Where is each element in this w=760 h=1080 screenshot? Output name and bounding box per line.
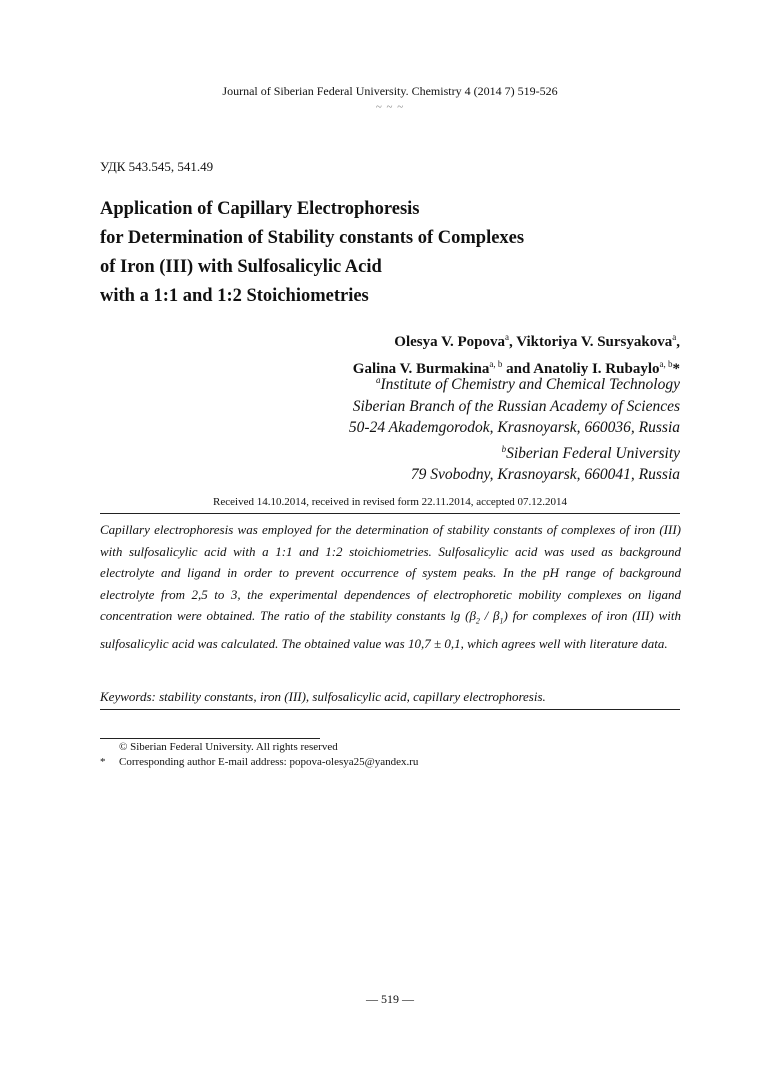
author-name: Galina V. Burmakina <box>352 361 490 377</box>
footnote-rule <box>100 738 320 739</box>
subscript: 2 <box>475 616 480 626</box>
subscript: 1 <box>499 616 504 626</box>
corresponding-star: * <box>672 361 680 377</box>
author-name: and Anatoliy I. Rubaylo <box>506 361 660 377</box>
abstract-text: ) for complexes of iron (III) with sulfosalicylic acid was calculated. The obtained value was 10,7 ± 0,1, which agrees well with literature data. <box>100 608 681 651</box>
affiliation-line <box>349 370 680 396</box>
copyright-footnote: © Siberian Federal University. All rights reserved <box>119 741 338 753</box>
author-affil-mark: a <box>672 332 677 342</box>
affil-mark: a <box>376 375 381 385</box>
affil-text: Institute of Chemistry and Chemical Technology <box>380 376 680 393</box>
affiliation-line: 79 Svobodny, Krasnoyarsk, 660041, Russia <box>410 466 680 483</box>
abstract <box>100 519 681 654</box>
abstract-text: / β <box>479 608 500 624</box>
author-affil-mark: a, b <box>489 359 503 369</box>
received-dates: Received 14.10.2014, received in revised form 22.11.2014, accepted 07.12.2014 <box>213 496 567 508</box>
affiliation-line: 50-24 Akademgorodok, Krasnoyarsk, 660036, Russia <box>348 419 680 436</box>
abstract-text: Capillary electrophoresis was employed for the determination of stability constants of complexes of iron (III) with sulfosalicylic acid with a 1:1 and 1:2 stoichiometries. Sulfosalicylic acid was used as background electrolyte and ligand in order to prevent occurrence of system peaks. In the pH range of background electrolyte from 2,5 to 3, the experimental dependences of electrophoretic mobility complexes on ligand concentration were obtained. The ratio of the stability constants lg (β <box>100 522 681 624</box>
affiliation-line <box>349 439 680 465</box>
corresponding-author-footnote: Corresponding author E-mail address: popova-olesya25@yandex.ru <box>119 756 419 768</box>
affil-text: Siberian Federal University <box>506 444 680 462</box>
title-line: Application of Capillary Electrophoresis <box>100 199 420 219</box>
footnote-star: * <box>100 756 106 768</box>
affiliation-line: Siberian Branch of the Russian Academy of Sciences <box>352 397 680 415</box>
keywords-bottom-rule <box>100 709 680 710</box>
title-line: with a 1:1 and 1:2 Stoichiometries <box>100 286 369 306</box>
title-line: for Determination of Stability constants of Complexes <box>100 228 525 248</box>
journal-header: Journal of Siberian Federal University. Chemistry 4 (2014 7) 519-526 <box>222 84 558 98</box>
title-line: of Iron (III) with Sulfosalicylic Acid <box>100 257 382 277</box>
author-affil-mark: a <box>505 332 509 342</box>
author-name: Olesya V. Popova <box>394 334 505 350</box>
author-line-1: Olesya V. Popova$^a$, Viktoriya V. Sursyakova$^a$, <box>394 332 680 350</box>
udk-code: УДК 543.545, 541.49 <box>100 159 214 174</box>
author-affil-mark: a, b <box>659 359 673 369</box>
author-name: Viktoriya V. Sursyakova <box>516 334 673 350</box>
abstract-top-rule <box>100 513 680 514</box>
affiliations <box>349 370 680 486</box>
keywords: Keywords: stability constants, iron (III), sulfosalicylic acid, capillary electrophoresis. <box>100 689 546 704</box>
article-title <box>100 195 524 311</box>
page-number: — 519 — <box>366 992 414 1006</box>
affil-mark: b <box>501 443 507 454</box>
header-separator: ~ ~ ~ <box>375 101 405 113</box>
